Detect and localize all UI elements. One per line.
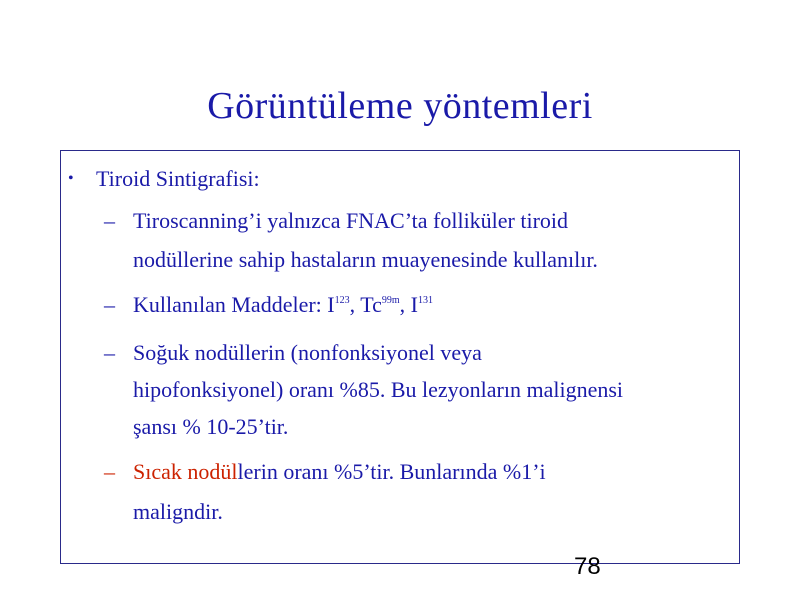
item-4-line-2: maligndir.: [133, 499, 223, 524]
page-number: 78: [574, 553, 601, 580]
item-4-line-1: Sıcak nodüllerin oranı %5’tir. Bunlarında %1’i: [133, 459, 546, 484]
item-2-text: Kullanılan Maddeler: $I^{123}$, $Tc^{99m}$, $I^{131}$: [133, 292, 433, 317]
item-3-line-1: Soğuk nodüllerin (nonfonksiyonel veya: [133, 340, 482, 365]
dash-icon: –: [104, 340, 115, 365]
slide-title: Görüntüleme yöntemleri: [207, 85, 593, 127]
bullet-icon: •: [68, 170, 74, 187]
item-1-line-2: nodüllerine sahip hastaların muayenesinde kullanılır.: [133, 247, 598, 272]
dash-icon: –: [104, 292, 115, 317]
dash-icon: –: [104, 459, 115, 484]
dash-icon: –: [104, 208, 115, 233]
item-3-line-3: şansı % 10-25’tir.: [133, 414, 289, 439]
highlight-text: Sıcak nodül: [133, 459, 238, 484]
item-1-line-1: Tiroscanning’i yalnızca FNAC’ta folliküler tiroid: [133, 208, 569, 233]
item-3-line-2: hipofonksiyonel) oranı %85. Bu lezyonların malignensi: [133, 377, 624, 402]
bullet-label: Tiroid Sintigrafisi:: [96, 166, 260, 191]
